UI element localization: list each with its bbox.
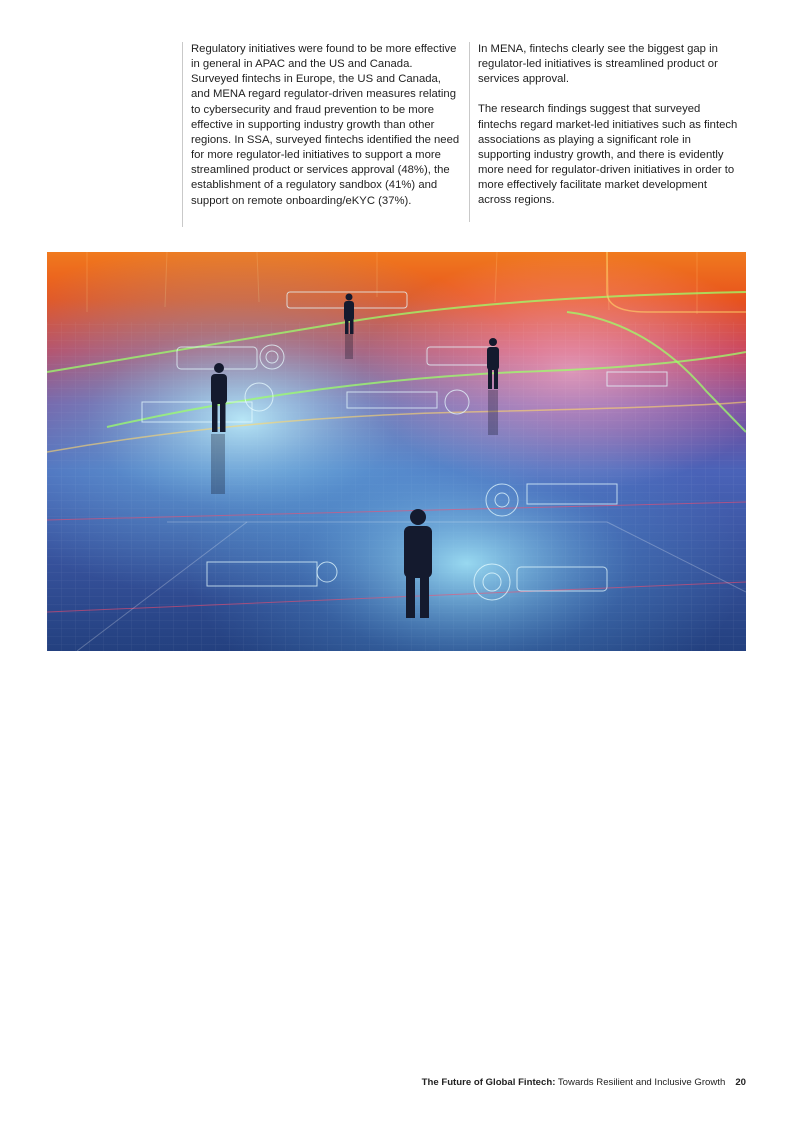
right-paragraph-2: The research findings suggest that surveyed fintechs regard market-led initiatives such as fintech associations as playing a significant role in supporting industry growth, and there is evidently more need for regulator-driven initiatives in order to more effectively facilitate market development across regions. <box>478 103 738 207</box>
right-text-column <box>469 42 741 222</box>
right-paragraph-1: In MENA, fintechs clearly see the biggest gap in regulator-led initiatives is streamlined product or services approval. <box>478 43 718 86</box>
left-paragraph-1: Regulatory initiatives were found to be more effective in general in APAC and the US and Canada. Surveyed fintechs in Europe, the US and Canada, and MENA regard regulator-driven measures relating to cybersecurity and fraud prevention to be more effective in supporting industry growth than other regions. In SSA, surveyed fintechs identified the need for more regulator-led initiatives to support a more streamlined product or services approval (48%), the establishment of a regulatory sandbox (41%) and support on remote onboarding/eKYC (37%). <box>191 43 460 207</box>
left-text-column <box>182 42 460 227</box>
page-footer <box>422 1077 746 1088</box>
footer-title-rest: Towards Resilient and Inclusive Growth <box>555 1077 726 1088</box>
footer-title-bold: The Future of Global Fintech: <box>421 1077 556 1088</box>
page-number: 20 <box>735 1077 746 1088</box>
hero-image <box>47 252 746 651</box>
